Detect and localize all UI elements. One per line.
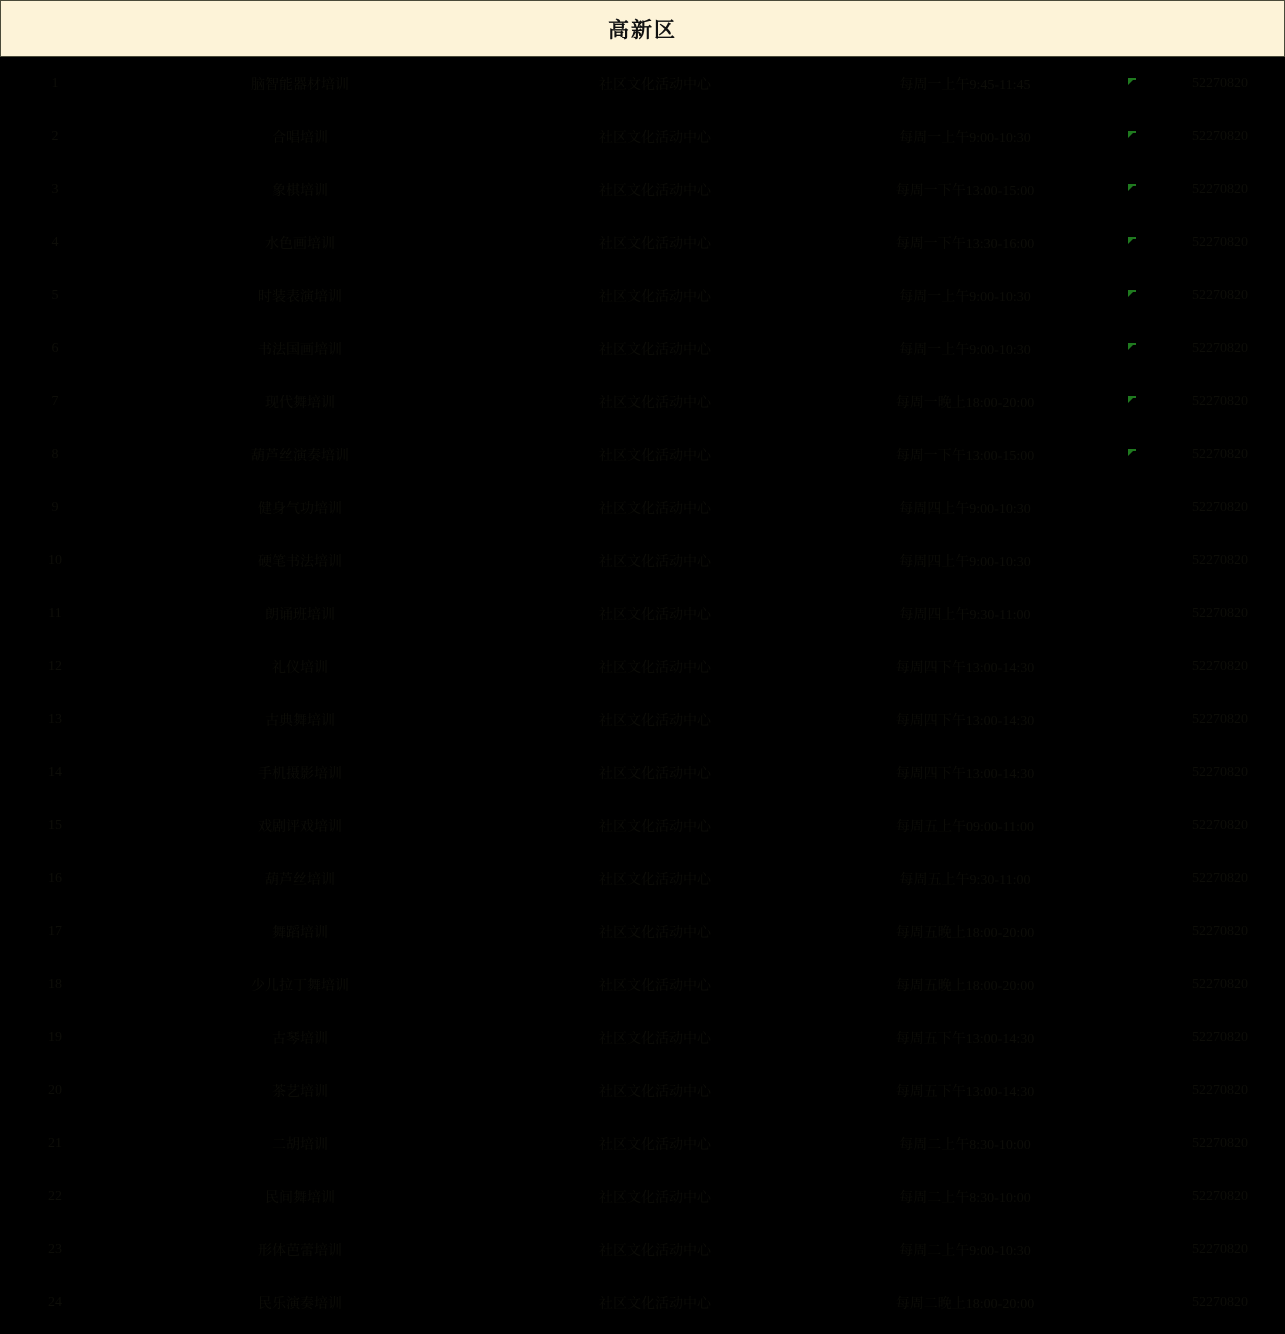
green-corner-mark-icon — [1128, 237, 1137, 246]
status-mark-cell — [1110, 216, 1155, 269]
training-time: 每周一下午13:30-16:00 — [895, 236, 1035, 252]
row-index: 3 — [51, 181, 59, 197]
training-name: 健身气功培训 — [258, 501, 342, 517]
training-name: 象棋培训 — [272, 183, 328, 199]
status-mark-cell — [1110, 587, 1155, 640]
training-name: 时装表演培训 — [258, 289, 342, 305]
training-location: 社区文化活动中心 — [599, 1190, 711, 1206]
table-row — [0, 905, 1285, 958]
row-index: 23 — [48, 1241, 62, 1257]
training-location: 社区文化活动中心 — [599, 395, 711, 411]
status-mark-cell — [1110, 958, 1155, 1011]
record-date: 52270820 — [1192, 870, 1248, 886]
training-time: 每周一上午9:00-10:30 — [899, 130, 1031, 146]
training-name: 古琴培训 — [272, 1031, 328, 1047]
table-row — [0, 1064, 1285, 1117]
training-time: 每周四下午13:00-14:30 — [895, 766, 1035, 782]
training-location: 社区文化活动中心 — [599, 448, 711, 464]
table-row — [0, 1011, 1285, 1064]
training-time: 每周二晚上18:00-20:00 — [895, 1296, 1035, 1312]
table-row — [0, 1117, 1285, 1170]
training-name: 脑智能器材培训 — [251, 77, 349, 93]
training-location: 社区文化活动中心 — [599, 1031, 711, 1047]
training-location: 社区文化活动中心 — [599, 130, 711, 146]
status-mark-cell — [1110, 1223, 1155, 1276]
table-row — [0, 799, 1285, 852]
table-row — [0, 375, 1285, 428]
training-name: 葫芦丝培训 — [265, 872, 335, 888]
row-index: 10 — [48, 552, 62, 568]
training-time: 每周一下午13:00-15:00 — [895, 183, 1035, 199]
training-name: 合唱培训 — [272, 130, 328, 146]
row-index: 22 — [48, 1188, 62, 1204]
status-mark-cell — [1110, 1064, 1155, 1117]
table-row — [0, 428, 1285, 481]
training-name: 茶艺培训 — [272, 1084, 328, 1100]
status-mark-cell — [1110, 1276, 1155, 1329]
table-row — [0, 587, 1285, 640]
status-mark-cell — [1110, 746, 1155, 799]
table-row — [0, 958, 1285, 1011]
page-title: 高新区 — [608, 17, 677, 42]
training-time: 每周一上午9:00-10:30 — [899, 289, 1031, 305]
green-corner-mark-icon — [1128, 78, 1137, 87]
record-date: 52270820 — [1192, 75, 1248, 91]
training-name: 水色画培训 — [265, 236, 335, 252]
record-date: 52270820 — [1192, 1294, 1248, 1310]
training-location: 社区文化活动中心 — [599, 925, 711, 941]
record-date: 52270820 — [1192, 1135, 1248, 1151]
training-name: 葫芦丝演奏培训 — [251, 448, 349, 464]
record-date: 52270820 — [1192, 1241, 1248, 1257]
training-location: 社区文化活动中心 — [599, 607, 711, 623]
status-mark-cell — [1110, 799, 1155, 852]
table-row — [0, 216, 1285, 269]
record-date: 52270820 — [1192, 1188, 1248, 1204]
row-index: 13 — [48, 711, 62, 727]
row-index: 12 — [48, 658, 62, 674]
table-row — [0, 57, 1285, 110]
training-location: 社区文化活动中心 — [599, 342, 711, 358]
row-index: 8 — [51, 446, 59, 462]
training-time: 每周一晚上18:00-20:00 — [895, 395, 1035, 411]
training-name: 书法国画培训 — [258, 342, 342, 358]
status-mark-cell — [1110, 1170, 1155, 1223]
green-corner-mark-icon — [1128, 131, 1137, 140]
training-name: 礼仪培训 — [272, 660, 328, 676]
training-name: 古典舞培训 — [265, 713, 335, 729]
training-location: 社区文化活动中心 — [599, 1137, 711, 1153]
training-time: 每周一上午9:00-10:30 — [899, 342, 1031, 358]
training-time: 每周五晚上18:00-20:00 — [895, 925, 1035, 941]
training-time: 每周二上午9:00-10:30 — [899, 1243, 1031, 1259]
training-name: 硬笔书法培训 — [258, 554, 342, 570]
status-mark-cell — [1110, 1011, 1155, 1064]
table-row — [0, 1276, 1285, 1329]
status-mark-cell — [1110, 481, 1155, 534]
table-row — [0, 693, 1285, 746]
green-corner-mark-icon — [1128, 184, 1137, 193]
table-row — [0, 1170, 1285, 1223]
row-index: 2 — [51, 128, 59, 144]
record-date: 52270820 — [1192, 1082, 1248, 1098]
green-corner-mark-icon — [1128, 343, 1137, 352]
status-mark-cell — [1110, 905, 1155, 958]
training-location: 社区文化活动中心 — [599, 1084, 711, 1100]
row-index: 17 — [48, 923, 62, 939]
row-index: 24 — [48, 1294, 62, 1310]
table-row — [0, 269, 1285, 322]
training-name: 戏剧评戏培训 — [258, 819, 342, 835]
page-title-bar — [0, 0, 1285, 57]
training-location: 社区文化活动中心 — [599, 236, 711, 252]
green-corner-mark-icon — [1128, 449, 1137, 458]
status-mark-cell — [1110, 322, 1155, 375]
training-time: 每周二上午8:30-10:00 — [899, 1190, 1031, 1206]
training-name: 民乐演奏培训 — [258, 1296, 342, 1312]
record-date: 52270820 — [1192, 446, 1248, 462]
status-mark-cell — [1110, 110, 1155, 163]
row-index: 9 — [51, 499, 59, 515]
training-time: 每周二上午8:30-10:00 — [899, 1137, 1031, 1153]
table-row — [0, 534, 1285, 587]
training-location: 社区文化活动中心 — [599, 289, 711, 305]
green-corner-mark-icon — [1128, 396, 1137, 405]
row-index: 7 — [51, 393, 59, 409]
row-index: 16 — [48, 870, 62, 886]
row-index: 1 — [51, 75, 59, 91]
status-mark-cell — [1110, 163, 1155, 216]
training-location: 社区文化活动中心 — [599, 77, 711, 93]
record-date: 52270820 — [1192, 1029, 1248, 1045]
record-date: 52270820 — [1192, 499, 1248, 515]
record-date: 52270820 — [1192, 181, 1248, 197]
training-time: 每周四上午9:30-11:00 — [899, 607, 1031, 623]
training-location: 社区文化活动中心 — [599, 660, 711, 676]
row-index: 14 — [48, 764, 62, 780]
record-date: 52270820 — [1192, 552, 1248, 568]
table-row — [0, 746, 1285, 799]
training-location: 社区文化活动中心 — [599, 872, 711, 888]
training-location: 社区文化活动中心 — [599, 1296, 711, 1312]
training-time: 每周四下午13:00-14:30 — [895, 713, 1035, 729]
training-time: 每周一上午9:45-11:45 — [899, 77, 1031, 93]
green-corner-mark-icon — [1128, 290, 1137, 299]
status-mark-cell — [1110, 428, 1155, 481]
training-location: 社区文化活动中心 — [599, 713, 711, 729]
training-time: 每周五上午09:00-11:00 — [896, 819, 1034, 835]
record-date: 52270820 — [1192, 711, 1248, 727]
row-index: 19 — [48, 1029, 62, 1045]
status-mark-cell — [1110, 375, 1155, 428]
record-date: 52270820 — [1192, 605, 1248, 621]
row-index: 11 — [48, 605, 62, 621]
training-name: 舞蹈培训 — [272, 925, 328, 941]
status-mark-cell — [1110, 269, 1155, 322]
row-index: 4 — [51, 234, 59, 250]
record-date: 52270820 — [1192, 658, 1248, 674]
training-location: 社区文化活动中心 — [599, 978, 711, 994]
record-date: 52270820 — [1192, 340, 1248, 356]
training-name: 形体芭蕾培训 — [258, 1243, 342, 1259]
record-date: 52270820 — [1192, 234, 1248, 250]
table-row — [0, 640, 1285, 693]
training-time: 每周五下午13:00-14:30 — [895, 1031, 1035, 1047]
status-mark-cell — [1110, 693, 1155, 746]
training-name: 民间舞培训 — [265, 1190, 335, 1206]
status-mark-cell — [1110, 852, 1155, 905]
record-date: 52270820 — [1192, 287, 1248, 303]
training-time: 每周四上午9:00-10:30 — [899, 501, 1031, 517]
record-date: 52270820 — [1192, 764, 1248, 780]
training-location: 社区文化活动中心 — [599, 819, 711, 835]
record-date: 52270820 — [1192, 393, 1248, 409]
training-time: 每周五下午13:00-14:30 — [895, 1084, 1035, 1100]
table-row — [0, 163, 1285, 216]
training-name: 二胡培训 — [272, 1137, 328, 1153]
status-mark-cell — [1110, 1117, 1155, 1170]
row-index: 5 — [51, 287, 59, 303]
row-index: 21 — [48, 1135, 62, 1151]
table-row — [0, 852, 1285, 905]
training-location: 社区文化活动中心 — [599, 183, 711, 199]
row-index: 15 — [48, 817, 62, 833]
row-index: 20 — [48, 1082, 62, 1098]
record-date: 52270820 — [1192, 976, 1248, 992]
status-mark-cell — [1110, 534, 1155, 587]
training-location: 社区文化活动中心 — [599, 501, 711, 517]
training-time: 每周四下午13:00-14:30 — [895, 660, 1035, 676]
table-row — [0, 1223, 1285, 1276]
record-date: 52270820 — [1192, 923, 1248, 939]
training-time: 每周五上午9:30-11:00 — [899, 872, 1031, 888]
record-date: 52270820 — [1192, 128, 1248, 144]
training-location: 社区文化活动中心 — [599, 766, 711, 782]
training-name: 现代舞培训 — [265, 395, 335, 411]
table-row — [0, 110, 1285, 163]
training-name: 朗诵班培训 — [265, 607, 335, 623]
training-time: 每周五晚上18:00-20:00 — [895, 978, 1035, 994]
record-date: 52270820 — [1192, 817, 1248, 833]
training-schedule-table-container — [0, 57, 1285, 1329]
training-location: 社区文化活动中心 — [599, 1243, 711, 1259]
training-time: 每周四上午9:00-10:30 — [899, 554, 1031, 570]
training-time: 每周一下午13:00-15:00 — [895, 448, 1035, 464]
status-mark-cell — [1110, 640, 1155, 693]
training-schedule-table — [0, 57, 1285, 1329]
status-mark-cell — [1110, 57, 1155, 110]
training-name: 少儿拉丁舞培训 — [251, 978, 349, 994]
row-index: 18 — [48, 976, 62, 992]
row-index: 6 — [51, 340, 59, 356]
table-row — [0, 481, 1285, 534]
table-row — [0, 322, 1285, 375]
training-location: 社区文化活动中心 — [599, 554, 711, 570]
training-name: 手机摄影培训 — [258, 766, 342, 782]
